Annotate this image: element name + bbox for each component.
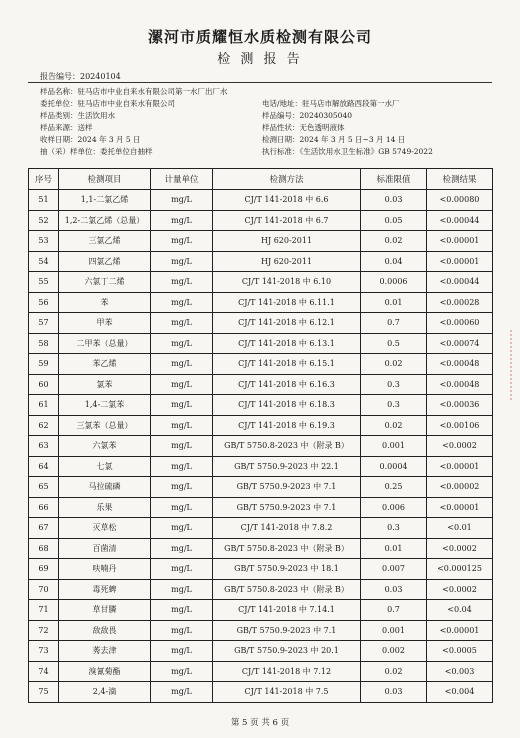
- table-cell: mg/L: [151, 313, 213, 334]
- table-cell: <0.00001: [427, 497, 493, 518]
- table-cell: 0.0004: [361, 456, 427, 477]
- table-cell: 65: [29, 477, 59, 498]
- page-number: 第 5 页 共 6 页: [230, 718, 290, 728]
- table-cell: 氯苯: [59, 374, 151, 395]
- sample-type: 样品类别：生活饮用水: [40, 111, 115, 120]
- table-cell: mg/L: [151, 333, 213, 354]
- table-cell: GB/T 5750.9-2023 中 22.1: [213, 456, 361, 477]
- table-cell: 呋喃丹: [59, 559, 151, 580]
- table-cell: 0.3: [361, 395, 427, 416]
- table-cell: 0.002: [361, 641, 427, 662]
- table-cell: 0.7: [361, 313, 427, 334]
- table-row: [29, 620, 493, 641]
- table-cell: mg/L: [151, 456, 213, 477]
- table-cell: <0.00060: [427, 313, 493, 334]
- table-row: [29, 354, 493, 375]
- table-row: [29, 251, 493, 272]
- table-cell: CJ/T 141-2018 中 6.11.1: [213, 292, 361, 313]
- table-row: [29, 190, 493, 211]
- table-cell: 敌敌畏: [59, 620, 151, 641]
- table-cell: 0.001: [361, 436, 427, 457]
- table-cell: 0.0006: [361, 272, 427, 293]
- table-cell: mg/L: [151, 641, 213, 662]
- table-cell: 0.3: [361, 518, 427, 539]
- table-cell: 二甲苯（总量）: [59, 333, 151, 354]
- standard: 执行标准：《生活饮用水卫生标准》GB 5749-2022: [262, 147, 433, 156]
- table-cell: 毒死蜱: [59, 579, 151, 600]
- table-cell: 苯: [59, 292, 151, 313]
- table-cell: CJ/T 141-2018 中 6.16.3: [213, 374, 361, 395]
- sample-source: 样品来源：送样: [40, 123, 93, 132]
- table-cell: 57: [29, 313, 59, 334]
- table-cell: mg/L: [151, 251, 213, 272]
- table-cell: CJ/T 141-2018 中 7.5: [213, 682, 361, 703]
- table-cell: mg/L: [151, 477, 213, 498]
- table-row: [29, 292, 493, 313]
- table-cell: 草甘膦: [59, 600, 151, 621]
- table-cell: mg/L: [151, 600, 213, 621]
- table-cell: CJ/T 141-2018 中 6.6: [213, 190, 361, 211]
- table-row: [29, 231, 493, 252]
- table-cell: 73: [29, 641, 59, 662]
- table-cell: 51: [29, 190, 59, 211]
- table-header-row: [29, 169, 493, 190]
- table-cell: 溴氰菊酯: [59, 661, 151, 682]
- table-cell: 0.03: [361, 682, 427, 703]
- table-cell: 百菌清: [59, 538, 151, 559]
- col-header: 标准限值: [361, 169, 427, 190]
- table-cell: 三氯苯（总量）: [59, 415, 151, 436]
- test-date: 检测日期：2024 年 3 月 5 日~3 月 14 日: [262, 135, 406, 144]
- table-row: [29, 456, 493, 477]
- table-cell: 2,4-滴: [59, 682, 151, 703]
- table-cell: mg/L: [151, 415, 213, 436]
- phone-address: 电话/地址：驻马店市解放路西段第一水厂: [262, 99, 400, 108]
- table-cell: 乐果: [59, 497, 151, 518]
- table-cell: mg/L: [151, 272, 213, 293]
- table-cell: GB/T 5750.9-2023 中 7.1: [213, 497, 361, 518]
- table-row: [29, 579, 493, 600]
- table-cell: mg/L: [151, 518, 213, 539]
- col-header: 检测结果: [427, 169, 493, 190]
- table-cell: 60: [29, 374, 59, 395]
- table-cell: 1,4-二氯苯: [59, 395, 151, 416]
- table-cell: mg/L: [151, 538, 213, 559]
- table-cell: 67: [29, 518, 59, 539]
- header-divider: [28, 82, 492, 83]
- table-cell: mg/L: [151, 395, 213, 416]
- table-cell: GB/T 5750.9-2023 中 18.1: [213, 559, 361, 580]
- table-cell: <0.00044: [427, 210, 493, 231]
- sample-name: 样品名称：驻马店市中业自来水有限公司第一水厂出厂水: [40, 87, 228, 96]
- table-cell: CJ/T 141-2018 中 6.10: [213, 272, 361, 293]
- table-cell: mg/L: [151, 661, 213, 682]
- table-cell: <0.0002: [427, 538, 493, 559]
- report-number: 报告编号：20240104: [40, 72, 121, 81]
- table-cell: mg/L: [151, 374, 213, 395]
- table-cell: 0.02: [361, 231, 427, 252]
- receive-date: 收样日期：2024 年 3 月 5 日: [40, 135, 141, 144]
- table-cell: 75: [29, 682, 59, 703]
- table-cell: 1,1-二氯乙烯: [59, 190, 151, 211]
- table-cell: <0.004: [427, 682, 493, 703]
- table-cell: <0.00044: [427, 272, 493, 293]
- table-cell: GB/T 5750.8-2023 中（附录 B）: [213, 579, 361, 600]
- table-cell: CJ/T 141-2018 中 6.13.1: [213, 333, 361, 354]
- table-cell: <0.01: [427, 518, 493, 539]
- table-cell: <0.0002: [427, 436, 493, 457]
- table-row: [29, 661, 493, 682]
- table-cell: <0.0005: [427, 641, 493, 662]
- table-cell: 0.3: [361, 374, 427, 395]
- table-cell: 0.01: [361, 292, 427, 313]
- table-cell: 0.007: [361, 559, 427, 580]
- table-cell: 六氯苯: [59, 436, 151, 457]
- table-cell: 62: [29, 415, 59, 436]
- seal-mark: [510, 330, 520, 400]
- table-cell: GB/T 5750.8-2023 中（附录 B）: [213, 436, 361, 457]
- table-cell: 0.7: [361, 600, 427, 621]
- table-cell: mg/L: [151, 231, 213, 252]
- table-row: [29, 313, 493, 334]
- table-cell: 53: [29, 231, 59, 252]
- table-row: [29, 374, 493, 395]
- table-cell: 0.03: [361, 190, 427, 211]
- table-cell: <0.00028: [427, 292, 493, 313]
- table-row: [29, 559, 493, 580]
- table-cell: CJ/T 141-2018 中 6.18.3: [213, 395, 361, 416]
- table-cell: 68: [29, 538, 59, 559]
- table-row: [29, 272, 493, 293]
- table-cell: GB/T 5750.9-2023 中 20.1: [213, 641, 361, 662]
- table-row: [29, 210, 493, 231]
- table-cell: <0.00001: [427, 620, 493, 641]
- table-cell: 0.001: [361, 620, 427, 641]
- table-cell: mg/L: [151, 579, 213, 600]
- table-cell: 四氯乙烯: [59, 251, 151, 272]
- table-cell: GB/T 5750.9-2023 中 7.1: [213, 477, 361, 498]
- table-cell: <0.0002: [427, 579, 493, 600]
- table-cell: 灭草松: [59, 518, 151, 539]
- table-cell: CJ/T 141-2018 中 7.12: [213, 661, 361, 682]
- table-cell: 苯乙烯: [59, 354, 151, 375]
- table-cell: 66: [29, 497, 59, 518]
- table-cell: 63: [29, 436, 59, 457]
- table-cell: 七氯: [59, 456, 151, 477]
- table-row: [29, 538, 493, 559]
- table-cell: 1,2-二氯乙烯（总量）: [59, 210, 151, 231]
- table-cell: 54: [29, 251, 59, 272]
- table-cell: GB/T 5750.9-2023 中 7.1: [213, 620, 361, 641]
- table-row: [29, 600, 493, 621]
- table-cell: <0.00048: [427, 374, 493, 395]
- table-cell: mg/L: [151, 436, 213, 457]
- table-row: [29, 682, 493, 703]
- table-cell: 69: [29, 559, 59, 580]
- table-cell: 71: [29, 600, 59, 621]
- table-row: [29, 436, 493, 457]
- table-cell: mg/L: [151, 620, 213, 641]
- table-cell: GB/T 5750.8-2023 中（附录 B）: [213, 538, 361, 559]
- table-cell: 0.04: [361, 251, 427, 272]
- table-row: [29, 641, 493, 662]
- table-cell: <0.00001: [427, 251, 493, 272]
- sample-trait: 样品性状：无色透明液体: [262, 123, 345, 132]
- table-cell: 0.02: [361, 354, 427, 375]
- table-cell: HJ 620-2011: [213, 231, 361, 252]
- table-cell: HJ 620-2011: [213, 251, 361, 272]
- table-cell: CJ/T 141-2018 中 7.8.2: [213, 518, 361, 539]
- table-cell: <0.003: [427, 661, 493, 682]
- table-cell: 58: [29, 333, 59, 354]
- table-cell: 0.25: [361, 477, 427, 498]
- company-title: 漯河市质耀恒水质检测有限公司: [147, 28, 372, 46]
- table-row: [29, 477, 493, 498]
- table-cell: 56: [29, 292, 59, 313]
- table-cell: <0.000125: [427, 559, 493, 580]
- table-cell: 55: [29, 272, 59, 293]
- table-cell: mg/L: [151, 354, 213, 375]
- col-header: 序号: [29, 169, 59, 190]
- table-cell: 0.01: [361, 538, 427, 559]
- table-cell: mg/L: [151, 559, 213, 580]
- table-cell: mg/L: [151, 292, 213, 313]
- col-header: 计量单位: [151, 169, 213, 190]
- table-row: [29, 395, 493, 416]
- table-cell: CJ/T 141-2018 中 7.14.1: [213, 600, 361, 621]
- table-cell: <0.00106: [427, 415, 493, 436]
- table-cell: <0.00080: [427, 190, 493, 211]
- table-cell: 74: [29, 661, 59, 682]
- table-cell: 52: [29, 210, 59, 231]
- table-cell: <0.00048: [427, 354, 493, 375]
- table-cell: CJ/T 141-2018 中 6.15.1: [213, 354, 361, 375]
- table-cell: 70: [29, 579, 59, 600]
- table-cell: mg/L: [151, 497, 213, 518]
- table-row: [29, 497, 493, 518]
- table-cell: <0.04: [427, 600, 493, 621]
- report-title: 检 测 报 告: [217, 52, 303, 67]
- table-cell: 61: [29, 395, 59, 416]
- table-cell: 莠去津: [59, 641, 151, 662]
- col-header: 检测项目: [59, 169, 151, 190]
- table-cell: mg/L: [151, 682, 213, 703]
- table-cell: <0.00074: [427, 333, 493, 354]
- table-cell: <0.00002: [427, 477, 493, 498]
- table-cell: 59: [29, 354, 59, 375]
- table-cell: 72: [29, 620, 59, 641]
- table-cell: <0.00001: [427, 456, 493, 477]
- table-cell: 三氯乙烯: [59, 231, 151, 252]
- table-cell: 0.05: [361, 210, 427, 231]
- table-cell: CJ/T 141-2018 中 6.12.1: [213, 313, 361, 334]
- table-cell: 六氯丁二烯: [59, 272, 151, 293]
- table-body: [29, 190, 493, 703]
- table-cell: CJ/T 141-2018 中 6.19.3: [213, 415, 361, 436]
- table-cell: 甲苯: [59, 313, 151, 334]
- sampling-unit: 抽（采）样单位：委托单位自抽样: [40, 147, 153, 156]
- client: 委托单位：驻马店市中业自来水有限公司: [40, 99, 175, 108]
- table-cell: 0.02: [361, 661, 427, 682]
- sample-id: 样品编号：20240305040: [262, 111, 352, 120]
- table-cell: mg/L: [151, 210, 213, 231]
- table-row: [29, 333, 493, 354]
- table-cell: 马拉硫磷: [59, 477, 151, 498]
- table-cell: 64: [29, 456, 59, 477]
- table-cell: <0.00001: [427, 231, 493, 252]
- table-cell: 0.03: [361, 579, 427, 600]
- table-row: [29, 415, 493, 436]
- table-cell: mg/L: [151, 190, 213, 211]
- results-table: [28, 168, 493, 703]
- col-header: 检测方法: [213, 169, 361, 190]
- table-cell: CJ/T 141-2018 中 6.7: [213, 210, 361, 231]
- table-cell: 0.5: [361, 333, 427, 354]
- table-cell: 0.02: [361, 415, 427, 436]
- table-cell: <0.00036: [427, 395, 493, 416]
- table-cell: 0.006: [361, 497, 427, 518]
- table-row: [29, 518, 493, 539]
